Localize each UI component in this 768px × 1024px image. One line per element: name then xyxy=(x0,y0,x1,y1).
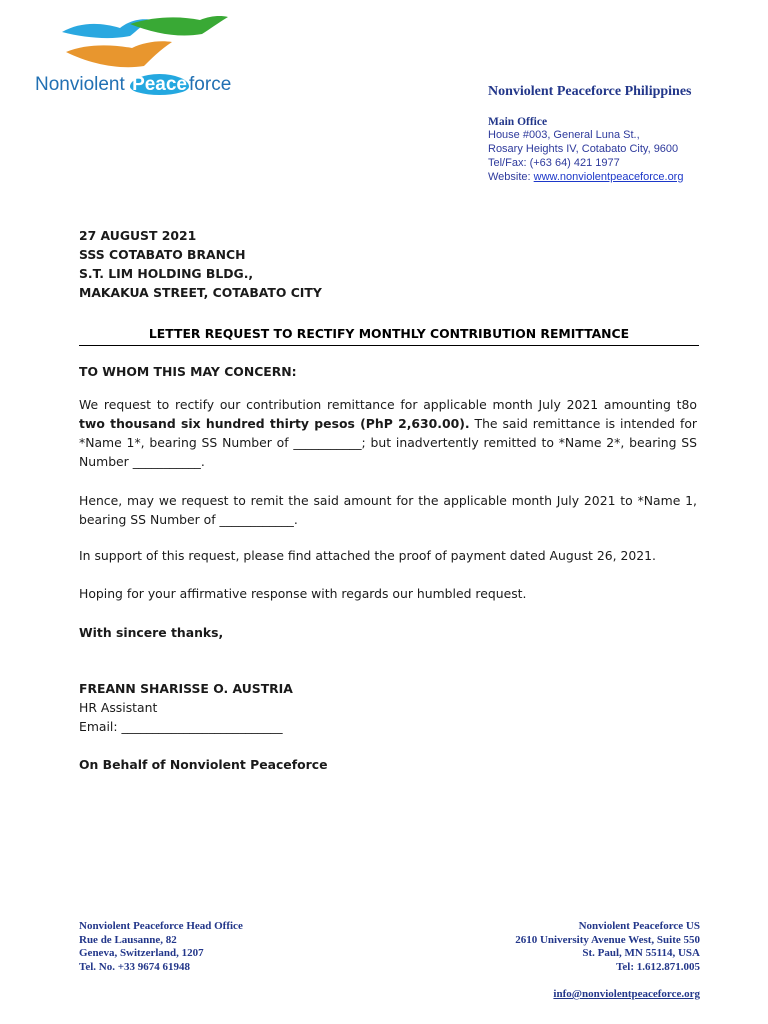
header-website-label: Website: xyxy=(488,171,534,183)
closing: With sincere thanks, xyxy=(79,625,224,640)
signature-block xyxy=(79,679,697,736)
signer-title: HR Assistant xyxy=(79,700,158,715)
dove-birds-icon xyxy=(60,14,230,76)
footer-email-link[interactable]: info@nonviolentpeaceforce.org xyxy=(553,988,700,1000)
footer-left-line-3: Geneva, Switzerland, 1207 xyxy=(79,947,204,959)
footer-left-line-2: Rue de Lausanne, 82 xyxy=(79,933,177,946)
paragraph-1-text-b: The said remittance is intended for *Name 1*, bearing SS Number of ___________; but inadvertently remitted to *Name 2*, bearing SS Number ___________. xyxy=(79,416,697,469)
footer-right-line-2: 2610 University Avenue West, Suite 550 xyxy=(515,933,700,946)
on-behalf-line: On Behalf of Nonviolent Peaceforce xyxy=(79,757,328,772)
footer-right-line-3: St. Paul, MN 55114, USA xyxy=(582,947,700,959)
paragraph-1-text-a: We request to rectify our contribution remittance for applicable month July 2021 amounting t8o xyxy=(79,397,697,412)
paragraph-2: Hence, may we request to remit the said amount for the applicable month July 2021 to *Name 1, bearing SS Number of ____________. xyxy=(79,493,697,527)
paragraph-1 xyxy=(79,395,697,471)
footer-right-line-1: Nonviolent Peaceforce US xyxy=(578,920,700,932)
paragraph-4: Hoping for your affirmative response with regards our humbled request. xyxy=(79,586,527,601)
signer-name: FREANN SHARISSE O. AUSTRIA xyxy=(79,681,293,696)
footer-left-line-1: Nonviolent Peaceforce Head Office xyxy=(79,920,243,932)
recipient-line-2: S.T. LIM HOLDING BLDG., xyxy=(79,266,254,281)
footer-left-line-4: Tel. No. +33 9674 61948 xyxy=(79,960,190,973)
footer-us-office xyxy=(515,920,700,974)
header-telfax: Tel/Fax: (+63 64) 421 1977 xyxy=(488,157,620,169)
recipient-line-1: SSS COTABATO BRANCH xyxy=(79,247,246,262)
header-organization: Nonviolent Peaceforce Philippines xyxy=(488,84,692,99)
salutation: TO WHOM THIS MAY CONCERN: xyxy=(79,364,297,379)
header-contact-block xyxy=(488,128,683,184)
header-address-2: Rosary Heights IV, Cotabato City, 9600 xyxy=(488,143,679,155)
footer-right-line-4: Tel: 1.612.871.005 xyxy=(616,960,700,973)
footer-head-office xyxy=(79,920,243,974)
logo-word-peace: Peace xyxy=(132,74,188,95)
signer-email: Email: __________________________ xyxy=(79,719,283,734)
logo-wordmark xyxy=(35,74,231,96)
logo-word-nonviolent: Nonviolent xyxy=(35,74,125,95)
header-address-1: House #003, General Luna St., xyxy=(488,129,640,141)
paragraph-1-amount: two thousand six hundred thirty pesos (PhP 2,630.00). xyxy=(79,416,470,431)
recipient-block xyxy=(79,226,697,302)
logo-word-force: force xyxy=(189,74,232,95)
header-website xyxy=(488,170,683,184)
letter-subject: LETTER REQUEST TO RECTIFY MONTHLY CONTRIBUTION REMITTANCE xyxy=(148,326,630,341)
paragraph-3: In support of this request, please find attached the proof of payment dated August 26, 2021. xyxy=(79,548,656,563)
letter-date: 27 AUGUST 2021 xyxy=(79,228,197,243)
recipient-line-3: MAKAKUA STREET, COTABATO CITY xyxy=(79,285,322,300)
website-link[interactable]: www.nonviolentpeaceforce.org xyxy=(533,171,684,183)
footer-email xyxy=(553,988,700,1002)
subject-underline xyxy=(79,345,699,346)
organization-logo xyxy=(30,14,260,114)
header-office-label: Main Office xyxy=(488,116,548,128)
